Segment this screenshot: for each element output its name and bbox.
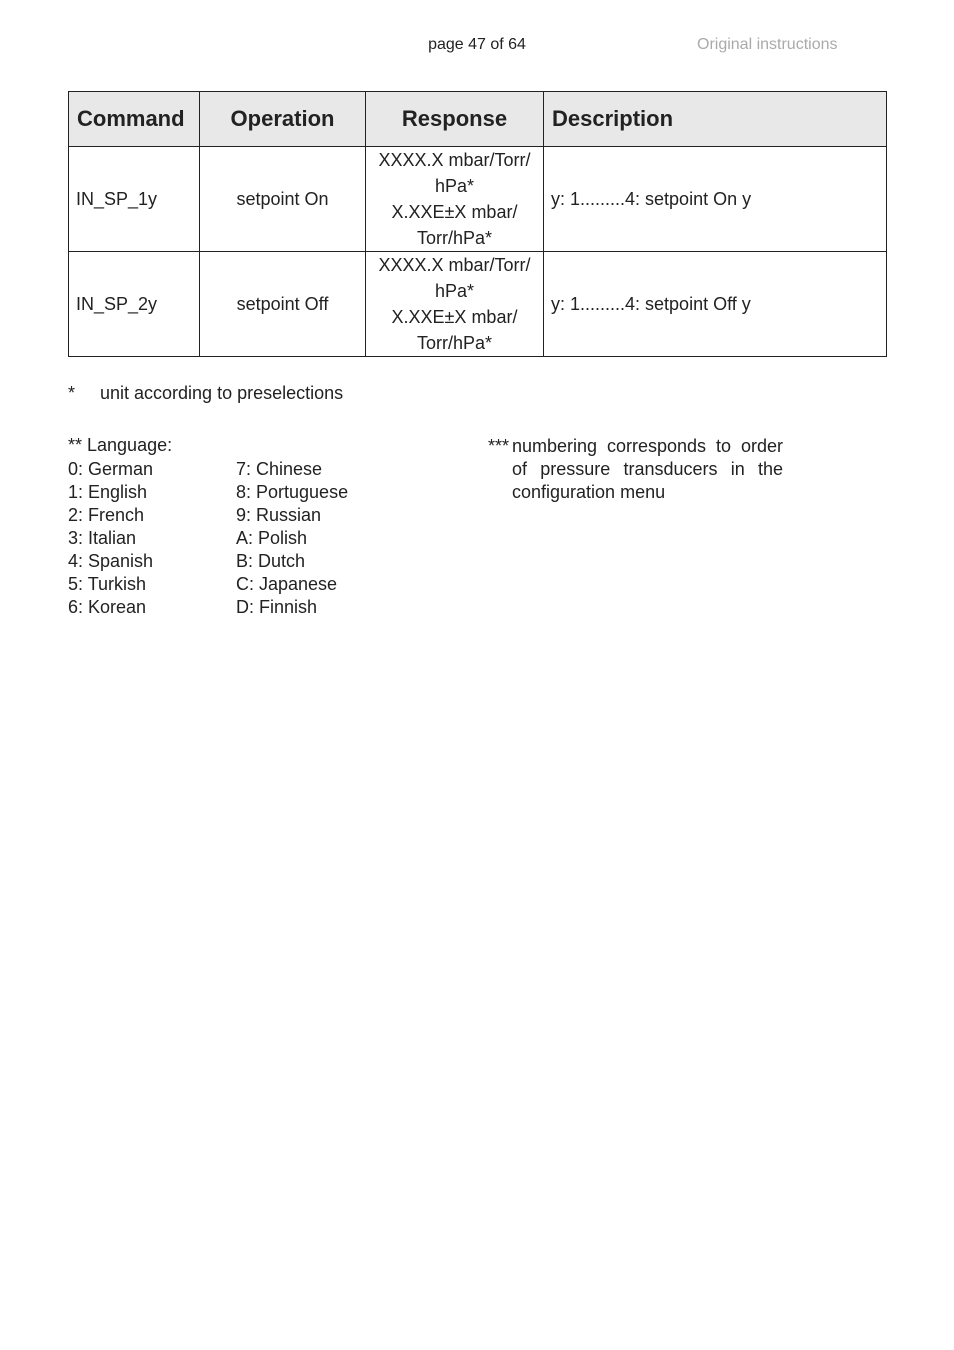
language-item: 7: Chinese xyxy=(236,459,323,479)
language-item: 2: French xyxy=(68,505,145,525)
cell-description: y: 1.........4: setpoint On y xyxy=(544,147,887,252)
cell-description: y: 1.........4: setpoint Off y xyxy=(544,252,887,357)
column-header-response: Response xyxy=(366,92,544,147)
table-row xyxy=(69,252,887,357)
cell-response xyxy=(366,147,544,252)
footnote-text: numbering corresponds to order of pressure transducers in the configuration menu xyxy=(512,436,783,502)
response-line: Torr/hPa* xyxy=(416,333,493,353)
response-line: hPa* xyxy=(434,176,475,196)
column-header-operation: Operation xyxy=(200,92,366,147)
table-header-row xyxy=(69,92,887,147)
footnote-mark: * xyxy=(68,383,76,403)
language-item: 3: Italian xyxy=(68,528,137,548)
language-list-title: ** Language: xyxy=(68,435,173,455)
column-header-command: Command xyxy=(69,92,200,147)
footnote-unit xyxy=(68,383,343,404)
language-item: A: Polish xyxy=(236,528,308,548)
footnote-text: unit according to preselections xyxy=(100,383,344,403)
language-item: C: Japanese xyxy=(236,574,338,594)
response-line: Torr/hPa* xyxy=(416,228,493,248)
language-item: 5: Turkish xyxy=(68,574,147,594)
cell-response xyxy=(366,252,544,357)
response-line: hPa* xyxy=(434,281,475,301)
column-header-description: Description xyxy=(544,92,887,147)
response-line: X.XXE±X mbar/ xyxy=(391,307,518,327)
footnote-numbering xyxy=(488,435,783,504)
cell-operation: setpoint Off xyxy=(200,252,366,357)
language-item: D: Finnish xyxy=(236,597,318,617)
language-item: 8: Portuguese xyxy=(236,482,349,502)
document-type-label: Original instructions xyxy=(697,36,838,53)
language-list-column-2 xyxy=(236,458,348,619)
command-table xyxy=(68,91,887,357)
response-line: XXXX.X mbar/Torr/ xyxy=(378,150,531,170)
language-item: B: Dutch xyxy=(236,551,306,571)
language-list-column-1 xyxy=(68,458,153,619)
language-item: 4: Spanish xyxy=(68,551,154,571)
cell-command: IN_SP_2y xyxy=(69,252,200,357)
language-item: 0: German xyxy=(68,459,154,479)
language-item: 1: English xyxy=(68,482,148,502)
response-line: XXXX.X mbar/Torr/ xyxy=(378,255,531,275)
language-item: 6: Korean xyxy=(68,597,147,617)
language-item: 9: Russian xyxy=(236,505,322,525)
table-row xyxy=(69,147,887,252)
page-number: page 47 of 64 xyxy=(428,36,526,53)
cell-operation: setpoint On xyxy=(200,147,366,252)
cell-command: IN_SP_1y xyxy=(69,147,200,252)
footnote-mark: *** xyxy=(488,436,510,456)
response-line: X.XXE±X mbar/ xyxy=(391,202,518,222)
